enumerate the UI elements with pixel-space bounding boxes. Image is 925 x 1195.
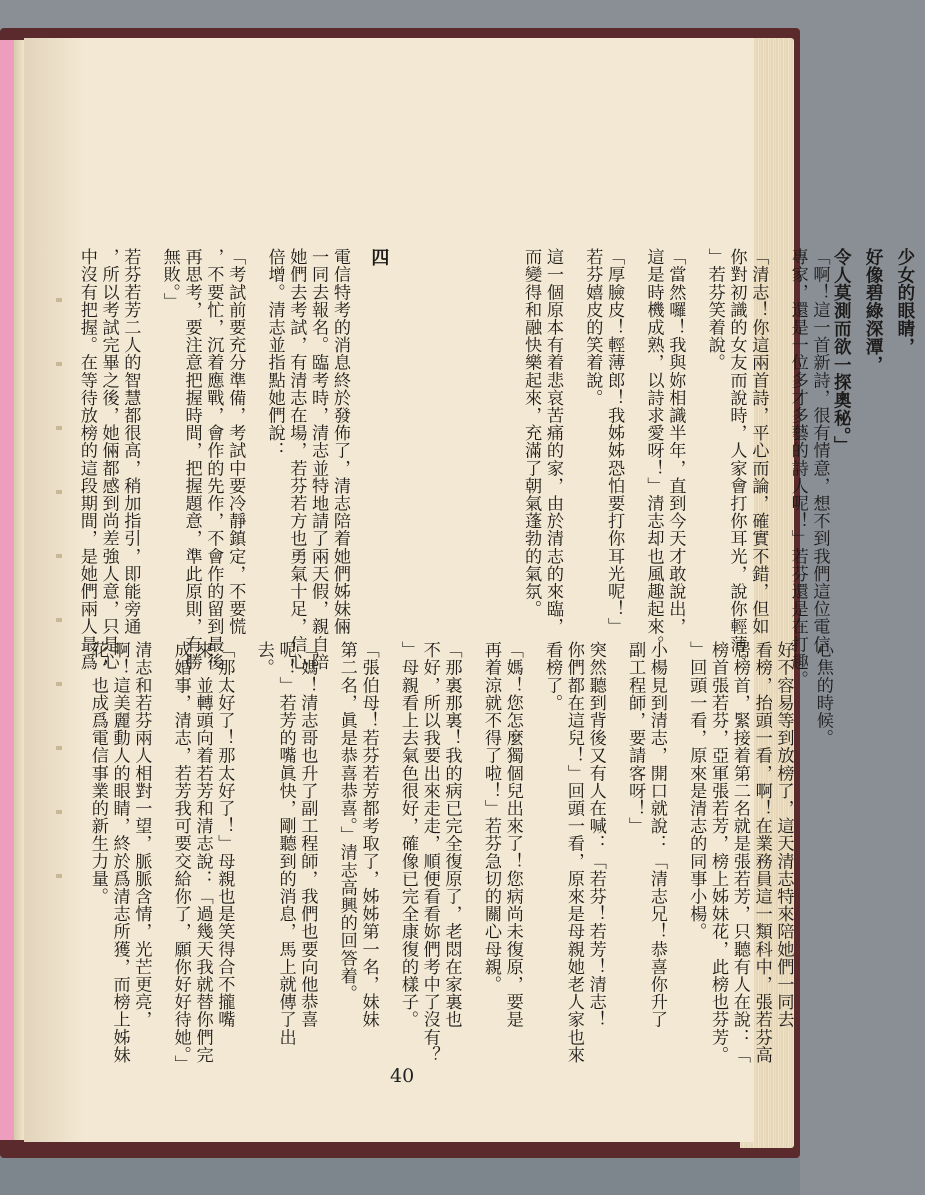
gutter-shadow — [14, 40, 24, 1140]
text-line: 小楊見到清志，開口就說：「清志兄！恭喜你升了 — [646, 641, 667, 1029]
text-line: 「厚臉皮！輕薄郎！我姊姊恐怕要打你耳光呢！」 — [604, 248, 625, 636]
text-line: 「張伯母！若芬若芳都考取了，姊姊第一名，妹妹 — [358, 641, 379, 1029]
text-line: 「清志！你這兩首詩，平心而論，確實不錯，但如 — [748, 248, 769, 636]
text-line: 來，並轉頭向着若芳和清志說：「過幾天我就替你們完 — [192, 641, 213, 1064]
text-line: 而變得和融快樂起來，充滿了朝氣蓬勃的氣氛。 — [521, 248, 542, 618]
text-line: 花，也成爲電信事業的新生力量。 — [87, 641, 108, 905]
text-line: 你對初識的女友而說時，人家會打你耳光，說你輕薄。 — [726, 248, 747, 671]
text-line: 第二名，眞是恭喜恭喜。」清志高興的回答着。 — [336, 641, 357, 1002]
text-line: 「考試前要充分準備，考試中要冷靜鎮定，不要慌 — [225, 248, 246, 636]
text-line: 好不容易等到放榜了，這天清志特來陪她們一同去 — [773, 641, 794, 1029]
text-line: 專家，還是一位多才多藝的詩人呢！」若芬還是在打趣。 — [787, 248, 808, 688]
poem-block — [829, 248, 924, 673]
text-line: ，所以考試完畢之後，她倆都感到尚差強人意，只是心 — [98, 248, 119, 671]
lower-text-block — [86, 641, 833, 1073]
text-line: 倍增。清志並指點她們說： — [264, 248, 285, 460]
text-line: 不好，所以我要出來走走，順便看看妳們考中了沒有？ — [419, 641, 440, 1064]
book-page — [24, 38, 915, 1142]
text-line: 「當然囉！我與妳相識半年，直到今天才敢說出， — [665, 248, 686, 636]
text-line: 成婚事，清志，若芳我可要交給你了，願你好好待她。」 — [170, 641, 191, 1073]
text-line: 若芬若芳二人的智慧都很高，稍加指引，即能旁通 — [120, 248, 141, 636]
text-line: 「那裏那裏！我的病已完全復原了，老悶在家裏也 — [441, 641, 462, 1029]
text-line: 這是時機成熟，以詩求愛呀！」清志却也風趣起來。 — [643, 248, 664, 653]
text-line: 再思考，要注意把握時間，把握題意，準此原則，有勝 — [181, 248, 202, 671]
text-line: 一同去報名。臨考時，清志並特地請了兩天假，親自陪 — [308, 248, 329, 671]
text-line: 」回頭一看，原來是清志的同事小楊。 — [686, 641, 707, 941]
text-line: 再着涼就不得了啦！」若芬急切的關心母親。 — [480, 641, 501, 993]
text-line: 去。 — [253, 641, 274, 677]
text-line: 你們都在這兒！」回頭一看，原來是母親她老人家也來 — [563, 641, 584, 1064]
text-line: 電信特考的消息終於發佈了，清志陪着她們姊妹倆 — [329, 248, 350, 636]
text-line: 突然聽到背後又有人在喊：「若芬！若芳！清志！ — [585, 641, 606, 1029]
text-line: 她們去考試，有清志在場，若芬若方也勇氣十足，信心 — [286, 248, 307, 671]
text-line: 「啊！這一首新詩，很有情意，想不到我們這位電信 — [809, 248, 830, 653]
text-line: 看榜，抬頭一看，啊！在業務員這一類科中，張若芬高 — [751, 641, 772, 1064]
text-line: 無敗。」 — [159, 248, 180, 310]
text-line: 清志和若芬兩人相對一望，脈脈含情，光芒更亮， — [131, 641, 152, 1029]
text-line: 」母親看上去氣色很好，確像已完全康復的樣子。 — [397, 641, 418, 1029]
text-line: 榜首張若芬，亞軍張若芳，榜上姊妹花，此榜也芬芳。 — [708, 641, 729, 1064]
text-line: 這一個原本有着悲哀苦痛的家，由於清志的來臨， — [542, 248, 563, 636]
text-line: 看榜了。 — [542, 641, 563, 712]
page-number: 40 — [390, 1065, 415, 1087]
text-line: 」若芬笑着說。 — [704, 248, 725, 372]
text-line: 若芬嬉皮的笑着說。 — [582, 248, 603, 407]
text-line: 「媽！您怎麼獨個兒出來了！您病尚未復原，要是 — [502, 641, 523, 1029]
poem-line: 好像碧綠深潭， — [863, 248, 884, 374]
binding-stitches — [56, 238, 62, 938]
poem-line: 令人莫測而欲一探奧秘。」 — [831, 248, 852, 455]
text-line: ，不要忙，沉着應戰，會作的先作，不會作的留到最後 — [203, 248, 224, 671]
text-line: 「那太好了！那太好了！」母親也是笑得合不攏嘴 — [214, 641, 235, 1029]
poem-line: 少女的眼睛， — [894, 248, 915, 356]
pink-bookmark — [0, 40, 14, 1140]
text-line: 啊！這美麗動人的眼睛，終於爲清志所獲，而榜上姊妹 — [109, 641, 130, 1064]
text-line: 呢！」若芳的嘴眞快，剛聽到的消息，馬上就傳了出 — [275, 641, 296, 1046]
text-line: 「媽！清志哥也升了副工程師，我們也要向他恭喜 — [297, 641, 318, 1029]
text-line: 中沒有把握。在等待放榜的這段期間，是她們兩人最爲 — [76, 248, 97, 671]
text-line: 心焦的時候。 — [812, 641, 833, 747]
text-line: 居榜首，緊接着第二名就是張若芳，只聽有人在說：「 — [729, 641, 750, 1064]
text-line: 副工程師，要請客呀！」 — [625, 641, 646, 835]
section-heading: 四 — [368, 248, 390, 267]
